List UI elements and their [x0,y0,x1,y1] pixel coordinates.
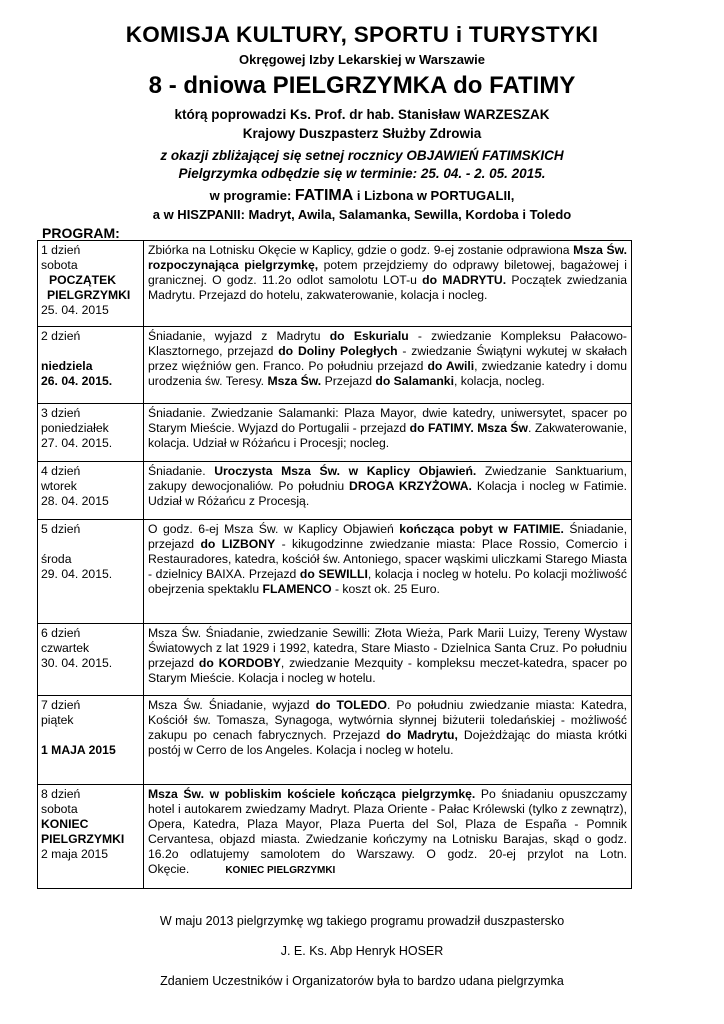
day-cell [38,785,144,889]
day-number: 8 dzień [41,787,81,801]
day-number: 7 dzień [41,698,81,712]
day-number: 1 dzień [41,243,81,257]
commission-title: KOMISJA KULTURY, SPORTU i TURYSTYKI [125,22,599,47]
day-description: Msza Św. Śniadanie, zwiedzanie Sewilli: Złota Wieża, Park Marii Luizy, Tereny Wystaw Światowych z lat 1929 i 1992, katedra, Stare Miasto - Dzielnica Santa Cruz. Po południu przejazd do KORDOBY, zwiedzanie Mezquity - kompleksu meczet-katedra, spacer po Starym Mieście. Kolacja i nocleg w hotelu. [144,624,632,696]
day-date: 26. 04. 2015. [41,374,113,388]
program-label: PROGRAM: [42,225,120,241]
day-date: 28. 04. 2015 [41,494,109,508]
weekday: wtorek [41,479,77,493]
day-number: 4 dzień [41,464,81,478]
day-number: 6 dzień [41,626,81,640]
footer-line-2: J. E. Ks. Abp Henryk HOSER [280,944,444,958]
day-date: 27. 04. 2015. [41,436,113,450]
day-note: POCZĄTEK [49,273,117,287]
day-date: 30. 04. 2015. [41,656,113,670]
day-number: 3 dzień [41,406,81,420]
day-description: Msza Św. Śniadanie, wyjazd do TOLEDO. Po południu zwiedzanie miasta: Katedra, Kościół św. Tomasza, Synagoga, wytwórnia słynnej biżuterii toledańskiej - możliwość zakupu po cenach fabrycznych. Przejazd do Madrytu, Dojeżdżając do miasta krótki postój w Cerro de los Angeles. Kolacja i nocleg w hotelu. [144,696,632,785]
role-line: Krajowy Duszpasterz Służby Zdrowia [242,126,482,141]
day-cell [38,327,144,404]
weekday: piątek [41,713,74,727]
weekday: sobota [41,802,78,816]
commission-subtitle: Okręgowej Izby Lekarskiej w Warszawie [239,52,485,67]
leader-line: którą poprowadzi Ks. Prof. dr hab. Stanisław WARZESZAK [174,107,550,122]
day-number: 2 dzień [41,329,81,343]
day-date: 2 maja 2015 [41,847,109,861]
day-date: 25. 04. 2015 [41,303,109,317]
end-label: KONIEC PIELGRZYMKI [225,865,336,876]
day-cell [38,241,144,327]
day-description: Śniadanie. Zwiedzanie Salamanki: Plaza Mayor, dwie katedry, uniwersytet, spacer po Starym Mieście. Wyjazd do Portugalii - przejazd do FATIMY. Msza Św. Zakwaterowanie, kolacja. Udział w Różańcu i Procesji; nocleg. [144,404,632,462]
day-description: Śniadanie, wyjazd z Madrytu do Eskurialu - zwiedzanie Kompleksu Pałacowo-Klasztornego, przejazd do Doliny Poległych - zwiedzanie Świątyni wykutej w skałach przez więźniów gen. Franco. Po południu przejazd do Awili, zwiedzanie katedry i domu urodzenia św. Teresy. Msza Św. Przejazd do Salamanki, kolacja, nocleg. [144,327,632,404]
spain-line: a w HISZPANII: Madryt, Awila, Salamanka, Sewilla, Kordoba i Toledo [152,207,572,222]
day-description: Msza Św. w pobliskim kościele kończąca pielgrzymkę. Po śniadaniu opuszczamy hotel i autokarem zwiedzamy Madryt. Plaza Oriente - Pałac Królewski (tylko z zewnątrz), Opera, Katedra, Plaza Mayor, Plaza Puerta del Sol, Plaza de España - Pomnik Cervantesa, objazd miasta. Zwiedzanie kończymy na Lotnisku Barajas, skąd o godz. 16.2o odlatujemy samolotem do Warszawy. O godz. 20-ej przylot na Lotn. Okęcie. KONIEC PIELGRZYMKI [144,785,632,889]
table-row [38,404,632,462]
table-row [38,241,632,327]
day-note: PIELGRZYMKI [47,288,131,302]
program-suffix: i Lizbona w PORTUGALII, [356,188,515,203]
footer-line-3: Zdaniem Uczestników i Organizatorów była to bardzo udana pielgrzymka [160,974,564,988]
day-cell [38,696,144,785]
day-note: PIELGRZYMKI [41,832,125,846]
occasion-line: z okazji zbliżającej się setnej rocznicy OBJAWIEŃ FATIMSKICH [160,148,564,163]
day-cell [38,404,144,462]
table-row [38,624,632,696]
day-cell [38,520,144,624]
table-row [38,785,632,889]
day-note: KONIEC [41,817,89,831]
footer-line-1: W maju 2013 pielgrzymkę wg takiego programu prowadził duszpastersko [159,914,565,928]
day-date: 1 MAJA 2015 [41,743,116,757]
itinerary-table [37,240,632,889]
weekday: poniedziałek [41,421,109,435]
dates-line: Pielgrzymka odbędzie się w terminie: 25. 04. - 2. 05. 2015. [178,166,546,181]
pilgrimage-title: 8 - dniowa PIELGRZYMKA do FATIMY [148,72,576,99]
table-row [38,520,632,624]
table-row [38,462,632,520]
weekday: środa [41,552,72,566]
weekday: sobota [41,258,78,272]
day-description: Zbiórka na Lotnisku Okęcie w Kaplicy, gdzie o godz. 9-ej zostanie odprawiona Msza Św. rozpoczynająca pielgrzymkę, potem przejdziemy do odprawy biletowej, bagażowej i granicznej. O godz. 11.2o odlot samolotu LOT-u do MADRYTU. Początek zwiedzania Madrytu. Przejazd do hotelu, zakwaterowanie, kolacja i nocleg. [144,241,632,327]
table-row [38,327,632,404]
program-prefix: w programie: [209,188,292,203]
day-description: Śniadanie. Uroczysta Msza Św. w Kaplicy Objawień. Zwiedzanie Sanktuarium, zakupy dewocjonaliów. Po południu DROGA KRZYŻOWA. Kolacja i nocleg w Fatimie. Udział w Różańcu z Procesją. [144,462,632,520]
table-row [38,696,632,785]
program-line [0,187,724,205]
program-main: FATIMA [294,187,354,204]
day-number: 5 dzień [41,522,81,536]
day-description: O godz. 6-ej Msza Św. w Kaplicy Objawień kończąca pobyt w FATIMIE. Śniadanie, przejazd do LIZBONY - kikugodzinne zwiedzanie miasta: Place Rossio, Comercio i Restauradores, katedra, kościół św. Antoniego, spacer wąskimi uliczkami Starego Miasta - dzielnicy BAIXA. Przejazd do SEWILLI, kolacja i nocleg w hotelu. Po kolacji możliwość obejrzenia spektaklu FLAMENCO - koszt ok. 25 Euro. [144,520,632,624]
day-cell [38,624,144,696]
weekday: czwartek [41,641,90,655]
day-date: 29. 04. 2015. [41,567,113,581]
weekday: niedziela [41,359,93,373]
day-cell [38,462,144,520]
